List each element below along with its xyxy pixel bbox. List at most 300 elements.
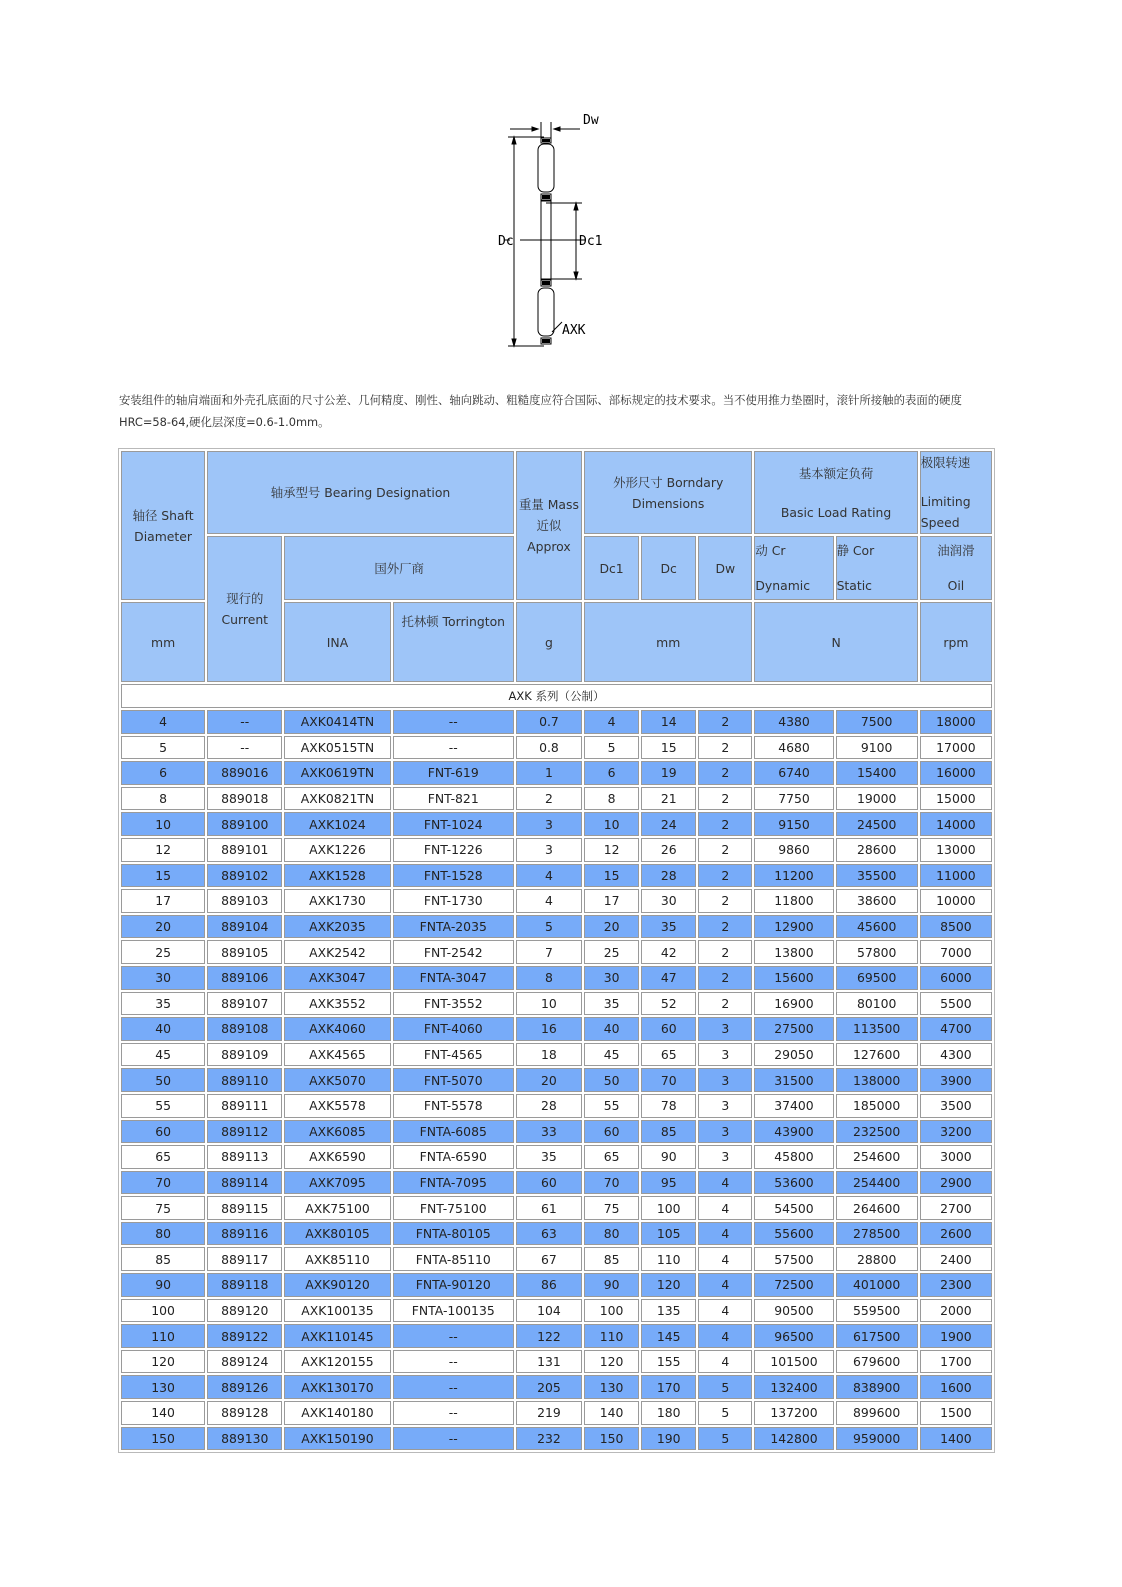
cell-torrington: FNT-821 [393, 787, 514, 811]
cell-mass: 205 [516, 1375, 582, 1399]
cell-shaft-diameter: 40 [121, 1017, 205, 1041]
cell-dc: 78 [641, 1094, 696, 1118]
cell-shaft-diameter: 45 [121, 1043, 205, 1067]
cell-oil-speed: 1700 [920, 1350, 992, 1374]
cell-dw: 2 [698, 761, 752, 785]
cell-dc: 90 [641, 1145, 696, 1169]
table-row [121, 1222, 992, 1246]
cell-dc1: 10 [584, 812, 639, 836]
cell-dynamic-cr: 54500 [754, 1196, 833, 1220]
table-row [121, 1196, 992, 1220]
cell-oil-speed: 4700 [920, 1017, 992, 1041]
table-row [121, 761, 992, 785]
cell-dynamic-cr: 55600 [754, 1222, 833, 1246]
cell-current: 889115 [207, 1196, 282, 1220]
table-row [121, 1375, 992, 1399]
cell-ina: AXK0414TN [284, 710, 390, 734]
cell-oil-speed: 3500 [920, 1094, 992, 1118]
table-rows [121, 710, 992, 1450]
cell-shaft-diameter: 17 [121, 889, 205, 913]
cell-dw: 4 [698, 1299, 752, 1323]
cell-mass: 67 [516, 1247, 582, 1271]
table-row [121, 940, 992, 964]
cell-static-cor: 185000 [836, 1094, 918, 1118]
cell-current: 889103 [207, 889, 282, 913]
dimensions-header-en: Dimensions [632, 495, 705, 511]
table-row [121, 889, 992, 913]
cell-current: 889117 [207, 1247, 282, 1271]
current-header-en: Current [221, 612, 269, 627]
cell-dc: 105 [641, 1222, 696, 1246]
cell-dc: 52 [641, 992, 696, 1016]
cell-shaft-diameter: 10 [121, 812, 205, 836]
cell-dw: 4 [698, 1350, 752, 1374]
cell-shaft-diameter: 75 [121, 1196, 205, 1220]
cell-dc: 21 [641, 787, 696, 811]
cell-dc1: 6 [584, 761, 639, 785]
table-row [121, 1120, 992, 1144]
cell-shaft-diameter: 55 [121, 1094, 205, 1118]
table-row [121, 1427, 992, 1451]
dc1-label: Dc1 [579, 234, 603, 249]
cell-ina: AXK5578 [284, 1094, 390, 1118]
cell-static-cor: 264600 [836, 1196, 918, 1220]
cell-static-cor: 28800 [836, 1247, 918, 1271]
cell-dc1: 70 [584, 1171, 639, 1195]
unit-n: N [754, 602, 917, 682]
table-row [121, 812, 992, 836]
cell-oil-speed: 2300 [920, 1273, 992, 1297]
cell-dc1: 85 [584, 1247, 639, 1271]
cell-shaft-diameter: 100 [121, 1299, 205, 1323]
cell-dc: 15 [641, 736, 696, 760]
cell-dynamic-cr: 27500 [754, 1017, 833, 1041]
table-row [121, 1171, 992, 1195]
cell-torrington: -- [393, 1401, 514, 1425]
cell-static-cor: 899600 [836, 1401, 918, 1425]
cell-dynamic-cr: 4680 [754, 736, 833, 760]
cell-torrington: FNTA-6085 [393, 1120, 514, 1144]
cell-static-cor: 401000 [836, 1273, 918, 1297]
mass-header [516, 451, 582, 600]
cell-static-cor: 127600 [836, 1043, 918, 1067]
cell-torrington: FNT-2542 [393, 940, 514, 964]
cell-dc: 120 [641, 1273, 696, 1297]
cell-mass: 35 [516, 1145, 582, 1169]
cell-dw: 2 [698, 940, 752, 964]
bearing-spec-table [118, 448, 995, 1453]
cell-current: 889116 [207, 1222, 282, 1246]
cell-ina: AXK5070 [284, 1068, 390, 1092]
cell-mass: 122 [516, 1324, 582, 1348]
dimensions-header-cn: 外形尺寸 Borndary [613, 474, 724, 490]
cell-current: 889108 [207, 1017, 282, 1041]
cell-dc: 135 [641, 1299, 696, 1323]
cell-current: 889102 [207, 864, 282, 888]
cell-dc1: 4 [584, 710, 639, 734]
cell-torrington: -- [393, 1350, 514, 1374]
cell-dc: 35 [641, 915, 696, 939]
cell-mass: 3 [516, 812, 582, 836]
cell-torrington: FNT-5070 [393, 1068, 514, 1092]
oil-header-en: Oil [947, 578, 965, 593]
cell-dynamic-cr: 96500 [754, 1324, 833, 1348]
cell-dc1: 40 [584, 1017, 639, 1041]
cell-current: -- [207, 710, 282, 734]
cell-current: 889107 [207, 992, 282, 1016]
torrington-header: 托林顿 Torrington [393, 602, 514, 682]
cell-dc: 42 [641, 940, 696, 964]
cell-shaft-diameter: 65 [121, 1145, 205, 1169]
cell-torrington: FNTA-90120 [393, 1273, 514, 1297]
cell-dynamic-cr: 45800 [754, 1145, 833, 1169]
cell-dynamic-cr: 11200 [754, 864, 833, 888]
oil-header [920, 536, 992, 600]
unit-g: g [516, 602, 582, 682]
cell-mass: 20 [516, 1068, 582, 1092]
cell-oil-speed: 15000 [920, 787, 992, 811]
cell-static-cor: 69500 [836, 966, 918, 990]
load-rating-header [754, 451, 917, 534]
cell-current: 889126 [207, 1375, 282, 1399]
cell-dc1: 12 [584, 838, 639, 862]
cell-shaft-diameter: 6 [121, 761, 205, 785]
cell-shaft-diameter: 110 [121, 1324, 205, 1348]
cell-ina: AXK4565 [284, 1043, 390, 1067]
cell-shaft-diameter: 70 [121, 1171, 205, 1195]
table-row [121, 966, 992, 990]
dc1-header: Dc1 [584, 536, 639, 600]
cell-current: 889109 [207, 1043, 282, 1067]
cell-dc: 100 [641, 1196, 696, 1220]
cell-dw: 4 [698, 1273, 752, 1297]
cell-ina: AXK110145 [284, 1324, 390, 1348]
cell-oil-speed: 1900 [920, 1324, 992, 1348]
load-header-en: Basic Load Rating [780, 504, 892, 520]
cell-dynamic-cr: 31500 [754, 1068, 833, 1092]
dc-label: Dc [498, 234, 514, 249]
cell-dw: 3 [698, 1043, 752, 1067]
cell-shaft-diameter: 8 [121, 787, 205, 811]
cell-current: 889110 [207, 1068, 282, 1092]
cell-dc: 95 [641, 1171, 696, 1195]
cell-dc1: 60 [584, 1120, 639, 1144]
cell-dynamic-cr: 9150 [754, 812, 833, 836]
cell-oil-speed: 3000 [920, 1145, 992, 1169]
cell-dc: 65 [641, 1043, 696, 1067]
cell-dw: 3 [698, 1120, 752, 1144]
cell-dynamic-cr: 53600 [754, 1171, 833, 1195]
cell-ina: AXK90120 [284, 1273, 390, 1297]
cell-dc: 70 [641, 1068, 696, 1092]
cell-dw: 5 [698, 1375, 752, 1399]
cell-current: 889104 [207, 915, 282, 939]
cell-dc1: 17 [584, 889, 639, 913]
cell-ina: AXK3552 [284, 992, 390, 1016]
cell-dw: 2 [698, 992, 752, 1016]
cell-dw: 3 [698, 1017, 752, 1041]
cell-oil-speed: 2700 [920, 1196, 992, 1220]
cell-dc: 155 [641, 1350, 696, 1374]
cell-dc1: 55 [584, 1094, 639, 1118]
cell-torrington: FNT-4565 [393, 1043, 514, 1067]
cell-dw: 5 [698, 1401, 752, 1425]
cell-shaft-diameter: 85 [121, 1247, 205, 1271]
cell-ina: AXK1024 [284, 812, 390, 836]
cell-current: 889111 [207, 1094, 282, 1118]
cell-static-cor: 232500 [836, 1120, 918, 1144]
cell-static-cor: 278500 [836, 1222, 918, 1246]
cell-torrington: FNT-619 [393, 761, 514, 785]
cell-shaft-diameter: 50 [121, 1068, 205, 1092]
cell-oil-speed: 1400 [920, 1427, 992, 1451]
mass-header-cn: 近似 [536, 518, 562, 533]
cell-dw: 2 [698, 915, 752, 939]
cell-dynamic-cr: 12900 [754, 915, 833, 939]
cell-ina: AXK80105 [284, 1222, 390, 1246]
cell-mass: 0.8 [516, 736, 582, 760]
cell-dynamic-cr: 43900 [754, 1120, 833, 1144]
table-row [121, 787, 992, 811]
cell-static-cor: 838900 [836, 1375, 918, 1399]
cell-static-cor: 7500 [836, 710, 918, 734]
cell-mass: 16 [516, 1017, 582, 1041]
cell-dc1: 110 [584, 1324, 639, 1348]
cell-static-cor: 35500 [836, 864, 918, 888]
cell-current: -- [207, 736, 282, 760]
table-row [121, 992, 992, 1016]
cell-torrington: -- [393, 1427, 514, 1451]
cell-dw: 2 [698, 710, 752, 734]
cell-oil-speed: 1500 [920, 1401, 992, 1425]
cell-dw: 4 [698, 1171, 752, 1195]
cell-static-cor: 57800 [836, 940, 918, 964]
cell-dc1: 75 [584, 1196, 639, 1220]
cell-torrington: FNTA-3047 [393, 966, 514, 990]
cell-static-cor: 9100 [836, 736, 918, 760]
axk-label: AXK [562, 323, 586, 338]
cell-current: 889118 [207, 1273, 282, 1297]
cell-dynamic-cr: 15600 [754, 966, 833, 990]
cell-dynamic-cr: 57500 [754, 1247, 833, 1271]
cell-dynamic-cr: 90500 [754, 1299, 833, 1323]
limiting-speed-header [920, 451, 992, 534]
cell-ina: AXK120155 [284, 1350, 390, 1374]
shaft-header-cn: 轴径 Shaft [132, 507, 194, 523]
table-header [121, 451, 992, 682]
cell-ina: AXK2035 [284, 915, 390, 939]
cell-dc1: 35 [584, 992, 639, 1016]
dc-header: Dc [641, 536, 696, 600]
cell-current: 889113 [207, 1145, 282, 1169]
unit-mm-dimensions: mm [584, 602, 752, 682]
cell-current: 889122 [207, 1324, 282, 1348]
cell-dynamic-cr: 4380 [754, 710, 833, 734]
cell-dc1: 30 [584, 966, 639, 990]
cell-shaft-diameter: 20 [121, 915, 205, 939]
cell-shaft-diameter: 120 [121, 1350, 205, 1374]
cell-ina: AXK3047 [284, 966, 390, 990]
table-row [121, 1401, 992, 1425]
load-header-cn: 基本额定负荷 [798, 465, 874, 481]
speed-header-cn: 极限转速 [920, 455, 971, 470]
cell-oil-speed: 6000 [920, 966, 992, 990]
mass-header-en: Approx [527, 539, 571, 554]
table-row [121, 915, 992, 939]
cell-current: 889120 [207, 1299, 282, 1323]
cell-dynamic-cr: 142800 [754, 1427, 833, 1451]
table-row [121, 1094, 992, 1118]
cell-torrington: FNTA-6590 [393, 1145, 514, 1169]
cell-ina: AXK4060 [284, 1017, 390, 1041]
table-row [121, 1145, 992, 1169]
table-row [121, 1299, 992, 1323]
dw-label: Dw [583, 113, 599, 128]
cell-oil-speed: 2000 [920, 1299, 992, 1323]
cell-dc1: 80 [584, 1222, 639, 1246]
cell-dynamic-cr: 16900 [754, 992, 833, 1016]
cell-dc: 47 [641, 966, 696, 990]
cell-oil-speed: 2600 [920, 1222, 992, 1246]
cell-dw: 2 [698, 787, 752, 811]
dynamic-cr-header [754, 536, 833, 600]
cell-static-cor: 28600 [836, 838, 918, 862]
cell-dc: 19 [641, 761, 696, 785]
cell-dc: 190 [641, 1427, 696, 1451]
section-body [121, 684, 992, 708]
foreign-makers-header: 国外厂商 [284, 536, 514, 600]
current-header [207, 536, 282, 682]
cell-oil-speed: 2900 [920, 1171, 992, 1195]
cell-torrington: -- [393, 1375, 514, 1399]
mounting-note: 安装组件的轴肩端面和外壳孔底面的尺寸公差、几何精度、刚性、轴向跳动、粗糙度应符合国际、部标规定的技术要求。当不使用推力垫圈时，滚针所接触的表面的硬度HRC=58-64,硬化层深度=0.6-1.0mm。 [119, 393, 962, 429]
cell-dw: 5 [698, 1427, 752, 1451]
cell-ina: AXK6590 [284, 1145, 390, 1169]
cell-static-cor: 254400 [836, 1171, 918, 1195]
cell-mass: 61 [516, 1196, 582, 1220]
cell-current: 889100 [207, 812, 282, 836]
cell-dw: 4 [698, 1196, 752, 1220]
cell-torrington: FNT-1226 [393, 838, 514, 862]
cell-torrington: FNT-1528 [393, 864, 514, 888]
cell-dynamic-cr: 132400 [754, 1375, 833, 1399]
cell-current: 889101 [207, 838, 282, 862]
cell-dw: 3 [698, 1068, 752, 1092]
cell-static-cor: 559500 [836, 1299, 918, 1323]
cell-oil-speed: 2400 [920, 1247, 992, 1271]
cell-dw: 2 [698, 812, 752, 836]
cell-torrington: FNTA-80105 [393, 1222, 514, 1246]
section-title: AXK 系列（公制） [121, 684, 992, 708]
ina-header: INA [284, 602, 390, 682]
cell-oil-speed: 13000 [920, 838, 992, 862]
cell-static-cor: 24500 [836, 812, 918, 836]
cell-dc1: 100 [584, 1299, 639, 1323]
unit-mm-shaft: mm [121, 602, 205, 682]
cell-shaft-diameter: 15 [121, 864, 205, 888]
cell-shaft-diameter: 150 [121, 1427, 205, 1451]
bearing-designation-header: 轴承型号 Bearing Designation [207, 451, 514, 534]
cell-dynamic-cr: 137200 [754, 1401, 833, 1425]
cell-dc1: 15 [584, 864, 639, 888]
speed-header-en-1: Limiting [920, 494, 971, 509]
cell-torrington: FNTA-2035 [393, 915, 514, 939]
cell-torrington: FNT-3552 [393, 992, 514, 1016]
cell-torrington: FNTA-7095 [393, 1171, 514, 1195]
cell-shaft-diameter: 60 [121, 1120, 205, 1144]
cell-ina: AXK0515TN [284, 736, 390, 760]
static-cor-header [836, 536, 918, 600]
cell-dw: 3 [698, 1145, 752, 1169]
cell-oil-speed: 3200 [920, 1120, 992, 1144]
cell-dc1: 130 [584, 1375, 639, 1399]
cell-current: 889106 [207, 966, 282, 990]
cell-static-cor: 45600 [836, 915, 918, 939]
bearing-dimension-diagram [480, 100, 640, 360]
cell-dc: 170 [641, 1375, 696, 1399]
cell-oil-speed: 5500 [920, 992, 992, 1016]
oil-header-cn: 油润滑 [937, 543, 975, 558]
cell-dc: 26 [641, 838, 696, 862]
cell-ina: AXK140180 [284, 1401, 390, 1425]
cell-current: 889018 [207, 787, 282, 811]
cell-static-cor: 959000 [836, 1427, 918, 1451]
cell-static-cor: 19000 [836, 787, 918, 811]
cell-torrington: FNT-75100 [393, 1196, 514, 1220]
cell-shaft-diameter: 5 [121, 736, 205, 760]
cell-current: 889112 [207, 1120, 282, 1144]
current-header-cn: 现行的 [226, 591, 264, 606]
cell-mass: 33 [516, 1120, 582, 1144]
cell-mass: 219 [516, 1401, 582, 1425]
cell-mass: 7 [516, 940, 582, 964]
cell-dc: 110 [641, 1247, 696, 1271]
cell-ina: AXK130170 [284, 1375, 390, 1399]
cell-oil-speed: 16000 [920, 761, 992, 785]
cell-current: 889105 [207, 940, 282, 964]
table-row [121, 864, 992, 888]
cell-ina: AXK150190 [284, 1427, 390, 1451]
cell-oil-speed: 10000 [920, 889, 992, 913]
cell-mass: 4 [516, 889, 582, 913]
table-row [121, 710, 992, 734]
cell-dc1: 150 [584, 1427, 639, 1451]
cell-dynamic-cr: 29050 [754, 1043, 833, 1067]
cell-static-cor: 138000 [836, 1068, 918, 1092]
cell-torrington: -- [393, 1324, 514, 1348]
unit-rpm: rpm [920, 602, 992, 682]
cell-static-cor: 113500 [836, 1017, 918, 1041]
cell-static-cor: 617500 [836, 1324, 918, 1348]
cell-dynamic-cr: 11800 [754, 889, 833, 913]
cell-ina: AXK7095 [284, 1171, 390, 1195]
cell-mass: 86 [516, 1273, 582, 1297]
cell-dynamic-cr: 101500 [754, 1350, 833, 1374]
cell-dw: 2 [698, 966, 752, 990]
cell-dc: 85 [641, 1120, 696, 1144]
cell-dc1: 50 [584, 1068, 639, 1092]
cell-ina: AXK0821TN [284, 787, 390, 811]
cell-oil-speed: 3900 [920, 1068, 992, 1092]
cell-torrington: FNT-1024 [393, 812, 514, 836]
cell-dw: 3 [698, 1094, 752, 1118]
cell-ina: AXK75100 [284, 1196, 390, 1220]
cell-oil-speed: 1600 [920, 1375, 992, 1399]
cell-dc1: 120 [584, 1350, 639, 1374]
cell-dynamic-cr: 7750 [754, 787, 833, 811]
cell-mass: 3 [516, 838, 582, 862]
cell-dw: 2 [698, 838, 752, 862]
